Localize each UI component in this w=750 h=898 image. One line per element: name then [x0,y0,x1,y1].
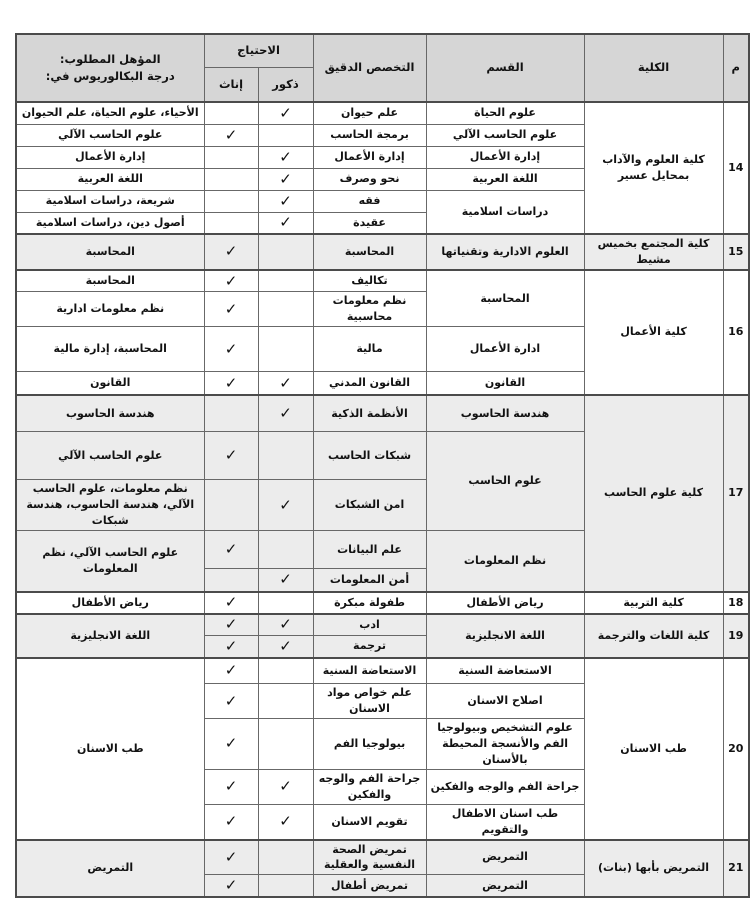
female-check-cell [204,168,258,190]
dept-cell: رياض الأطفال [426,592,584,614]
male-check-cell: ✓ [258,769,313,804]
dept-cell: علوم الحاسب [426,432,584,531]
spec-cell: تمريض أطفال [313,875,426,897]
qual-cell: علوم الحاسب الآلي [16,432,204,480]
female-check-cell: ✓ [204,432,258,480]
dept-cell: الاستعاضة السنية [426,658,584,684]
female-check-cell [204,212,258,234]
spec-cell: نظم معلومات محاسبية [313,292,426,327]
header-college: الكلية [584,34,723,102]
dept-cell: ادارة الأعمال [426,327,584,372]
recruitment-needs-table [15,33,750,898]
spec-cell: إدارة الأعمال [313,146,426,168]
male-check-cell [258,718,313,769]
male-check-cell: ✓ [258,636,313,658]
male-check-cell [258,531,313,569]
male-check-cell [258,292,313,327]
qual-cell: الأحياء، علوم الحياة، علم الحيوان [16,102,204,124]
male-check-cell [258,592,313,614]
male-check-cell [258,124,313,146]
male-check-cell [258,875,313,897]
qual-cell: إدارة الأعمال [16,146,204,168]
header-females: إناث [204,67,258,102]
spec-cell: طفولة مبكرة [313,592,426,614]
female-check-cell: ✓ [204,804,258,839]
dept-cell: هندسة الحاسوب [426,395,584,432]
female-check-cell: ✓ [204,614,258,636]
dept-cell: نظم المعلومات [426,531,584,592]
spec-cell: عقيدة [313,212,426,234]
male-check-cell: ✓ [258,212,313,234]
header-specialization: التخصص الدقيق [313,34,426,102]
male-check-cell [258,658,313,684]
dept-cell: علوم التشخيص وبيولوجيا الفم والأنسجة المحيطة بالأسنان [426,718,584,769]
spec-cell: تكاليف [313,270,426,292]
college-cell: التمريض بأبها (بنات) [584,840,723,897]
female-check-cell: ✓ [204,234,258,270]
num-cell: 15 [723,234,749,270]
female-check-cell: ✓ [204,684,258,719]
qual-cell: نظم معلومات، علوم الحاسب الآلي، هندسة الحاسوب، هندسة شبكات [16,480,204,531]
qual-cell: المحاسبة [16,234,204,270]
spec-cell: فقه [313,190,426,212]
dept-cell: اللغة العربية [426,168,584,190]
college-cell: كلية علوم الحاسب [584,395,723,592]
header-need: الاحتياج [204,34,313,67]
female-check-cell: ✓ [204,875,258,897]
qual-cell: شريعة، دراسات اسلامية [16,190,204,212]
qual-cell: التمريض [16,840,204,897]
female-check-cell [204,395,258,432]
dept-cell: العلوم الادارية وتقنياتها [426,234,584,270]
num-cell: 14 [723,102,749,234]
dept-cell: اللغة الانجليزية [426,614,584,658]
spec-cell: شبكات الحاسب [313,432,426,480]
female-check-cell: ✓ [204,769,258,804]
male-check-cell: ✓ [258,168,313,190]
spec-cell: القانون المدني [313,372,426,395]
qual-cell: هندسة الحاسوب [16,395,204,432]
qual-cell: المحاسبة، إدارة مالية [16,327,204,372]
spec-cell: جراحة الفم والوجه والفكين [313,769,426,804]
header-qualification-line2: درجة البكالوريوس في: [45,69,175,83]
female-check-cell [204,102,258,124]
female-check-cell: ✓ [204,124,258,146]
spec-cell: امن الشبكات [313,480,426,531]
male-check-cell: ✓ [258,102,313,124]
qual-cell: علوم الحاسب الآلي، نظم المعلومات [16,531,204,592]
dept-cell: التمريض [426,875,584,897]
male-check-cell [258,234,313,270]
male-check-cell: ✓ [258,146,313,168]
spec-cell: نحو وصرف [313,168,426,190]
num-cell: 17 [723,395,749,592]
college-cell: كلية المجتمع بخميس مشيط [584,234,723,270]
dept-cell: المحاسبة [426,270,584,327]
spec-cell: مالية [313,327,426,372]
spec-cell: بيولوجيا الفم [313,718,426,769]
spec-cell: ادب [313,614,426,636]
male-check-cell: ✓ [258,614,313,636]
spec-cell: علم حيوان [313,102,426,124]
num-cell: 21 [723,840,749,897]
dept-cell: القانون [426,372,584,395]
female-check-cell: ✓ [204,840,258,875]
female-check-cell [204,190,258,212]
dept-cell: دراسات اسلامية [426,190,584,234]
male-check-cell [258,432,313,480]
num-cell: 16 [723,270,749,395]
male-check-cell: ✓ [258,372,313,395]
header-males: ذكور [258,67,313,102]
male-check-cell [258,840,313,875]
female-check-cell: ✓ [204,658,258,684]
qual-cell: رياض الأطفال [16,592,204,614]
header-num: م [723,34,749,102]
spec-cell: برمجة الحاسب [313,124,426,146]
qual-cell: علوم الحاسب الآلي [16,124,204,146]
female-check-cell: ✓ [204,636,258,658]
male-check-cell: ✓ [258,395,313,432]
college-cell: كلية العلوم والآداب بمحايل عسير [584,102,723,234]
male-check-cell: ✓ [258,190,313,212]
spec-cell: الأنظمة الذكية [313,395,426,432]
college-cell: كلية اللغات والترجمة [584,614,723,658]
spec-cell: تقويم الاسنان [313,804,426,839]
female-check-cell [204,146,258,168]
male-check-cell [258,684,313,719]
college-cell: كلية التربية [584,592,723,614]
female-check-cell: ✓ [204,718,258,769]
qual-cell: نظم معلومات ادارية [16,292,204,327]
dept-cell: إدارة الأعمال [426,146,584,168]
qual-cell: القانون [16,372,204,395]
female-check-cell: ✓ [204,592,258,614]
female-check-cell: ✓ [204,531,258,569]
spec-cell: أمن المعلومات [313,569,426,592]
college-cell: طب الاسنان [584,658,723,840]
spec-cell: علم خواص مواد الاسنان [313,684,426,719]
spec-cell: الاستعاضة السنية [313,658,426,684]
female-check-cell: ✓ [204,292,258,327]
male-check-cell: ✓ [258,480,313,531]
male-check-cell: ✓ [258,804,313,839]
dept-cell: اصلاح الاسنان [426,684,584,719]
qual-cell: اللغة الانجليزية [16,614,204,658]
male-check-cell [258,270,313,292]
spec-cell: المحاسبة [313,234,426,270]
header-qualification-line1: المؤهل المطلوب: [59,51,161,66]
qual-cell: المحاسبة [16,270,204,292]
qual-cell: أصول دين، دراسات اسلامية [16,212,204,234]
num-cell: 18 [723,592,749,614]
num-cell: 20 [723,658,749,840]
college-cell: كلية الأعمال [584,270,723,395]
female-check-cell [204,480,258,531]
header-department: القسم [426,34,584,102]
dept-cell: علوم الحاسب الآلي [426,124,584,146]
spec-cell: علم البيانات [313,531,426,569]
dept-cell: علوم الحياة [426,102,584,124]
qual-cell: اللغة العربية [16,168,204,190]
num-cell: 19 [723,614,749,658]
male-check-cell [258,327,313,372]
spec-cell: ترجمة [313,636,426,658]
female-check-cell: ✓ [204,270,258,292]
spec-cell: تمريض الصحة النفسية والعقلية [313,840,426,875]
female-check-cell [204,569,258,592]
female-check-cell: ✓ [204,327,258,372]
dept-cell: التمريض [426,840,584,875]
male-check-cell: ✓ [258,569,313,592]
female-check-cell: ✓ [204,372,258,395]
dept-cell: جراحة الفم والوجه والفكين [426,769,584,804]
qual-cell: طب الاسنان [16,658,204,840]
dept-cell: طب اسنان الاطفال والتقويم [426,804,584,839]
header-qualification [16,34,204,102]
